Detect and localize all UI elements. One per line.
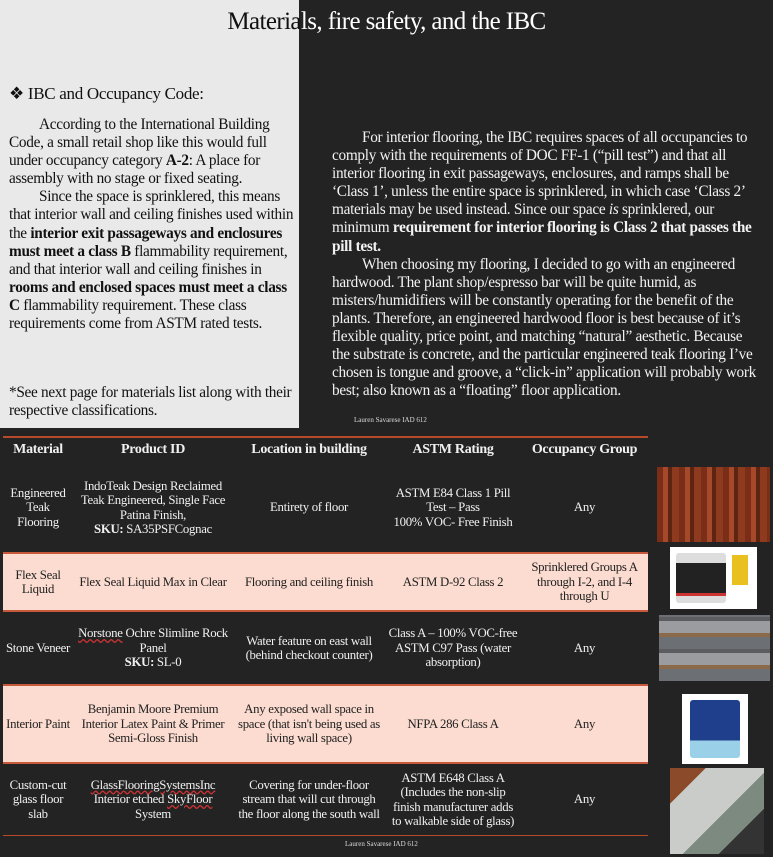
left-heading: ❖ IBC and Occupancy Code: [9, 84, 204, 103]
flex-seal-image [670, 547, 757, 609]
table-row: Stone Veneer Norstone Ochre Slimline Rock Panel SKU: SL-0 Water feature on east wall (behind checkout counter) Class A – 100% VOC-free ASTM C97 Pass (water absorption) Any [5, 626, 596, 670]
table-row: Engineered Teak Flooring IndoTeak Design Reclaimed Teak Engineered, Single Face Patina Finish, SKU: SA35PSFCognac Entirety of floor ASTM E84 Class 1 Pill Test – Pass 100% VOC- Free Finish Any [10, 478, 596, 536]
table-row: Custom-cut glass floor slab GlassFlooringSystemsInc Interior etched SkyFloor System Covering for under-floor stream that will cut through the floor along the south wall ASTM E648 Class A (Includes the non-slip finish manufacturer adds to walkable side of glass) Any [9, 770, 596, 828]
paint-can-image [682, 694, 748, 764]
header-material: Material [13, 441, 63, 457]
divider [3, 835, 648, 836]
right-body: For interior flooring, the IBC requires spaces of all occupancies to comply with the requirements of DOC FF-1 (“pill test”) and that all interior flooring in exit passageways, enclosures, and ramps shall be ‘Class 1’, unless the entire space is sprinklered, in which case ‘Class 2’ materials may be used instead. Since our space is sprinklered, our minimum requirement for interior flooring is Class 2 that passes the pill test. When choosing my flooring, I decided to go with an engineered hardwood. The plant shop/espresso bar will be quite humid, as misters/humidifiers will be constantly operating for the benefit of the plants. Therefore, an engineered hardwood floor is best because of it’s flexible quality, price point, and matching “natural” aesthetic. Because the substrate is concrete, and the particular engineered teak flooring I’ve chosen is tongue and groove, a “click-in” application will probably work best; also known as a “floating” floor application. [332, 129, 757, 400]
materials-table [3, 437, 648, 835]
page-title: Materials, fire safety, and the IBC [227, 8, 546, 35]
left-body: According to the International Building Code, a small retail shop like this would full under occupancy category A-2: A place for assembly with no stage or fixed seating. Since the space is sprinklered, this means that interior wall and ceiling finishes used within the interior exit passageways and enclosures must meet a class B flammability requirement, and that interior wall and ceiling finishes in rooms and enclosed spaces must meet a class C flammability requirement. These class requirements come from ASTM rated tests. [9, 116, 294, 333]
header-product: Product ID [120, 441, 186, 457]
header-astm: ASTM Rating [412, 441, 494, 457]
left-note: *See next page for materials list along with their respective classifications. [9, 384, 292, 420]
header-location: Location in building [251, 441, 367, 457]
table-row: Interior Paint Benjamin Moore Premium Interior Latex Paint & Primer Semi-Gloss Finish Any exposed wall space in space (that isn't being used as living wall space) NFPA 286 Class A Any [3, 685, 648, 763]
signature: Lauren Savarese IAD 612 [354, 416, 427, 424]
diamond-bullet-icon: ❖ [9, 84, 24, 103]
glass-floor-image [670, 768, 764, 854]
header-occupancy: Occupancy Group [531, 441, 638, 457]
stone-veneer-image [659, 615, 770, 681]
teak-flooring-image [657, 467, 770, 542]
signature-footer: Lauren Savarese IAD 612 [345, 840, 418, 848]
table-row: Flex Seal Liquid Flex Seal Liquid Max in Clear Flooring and ceiling finish ASTM D-92 Class 2 Sprinklered Groups A through I-2, and I-4 through U [3, 553, 648, 611]
